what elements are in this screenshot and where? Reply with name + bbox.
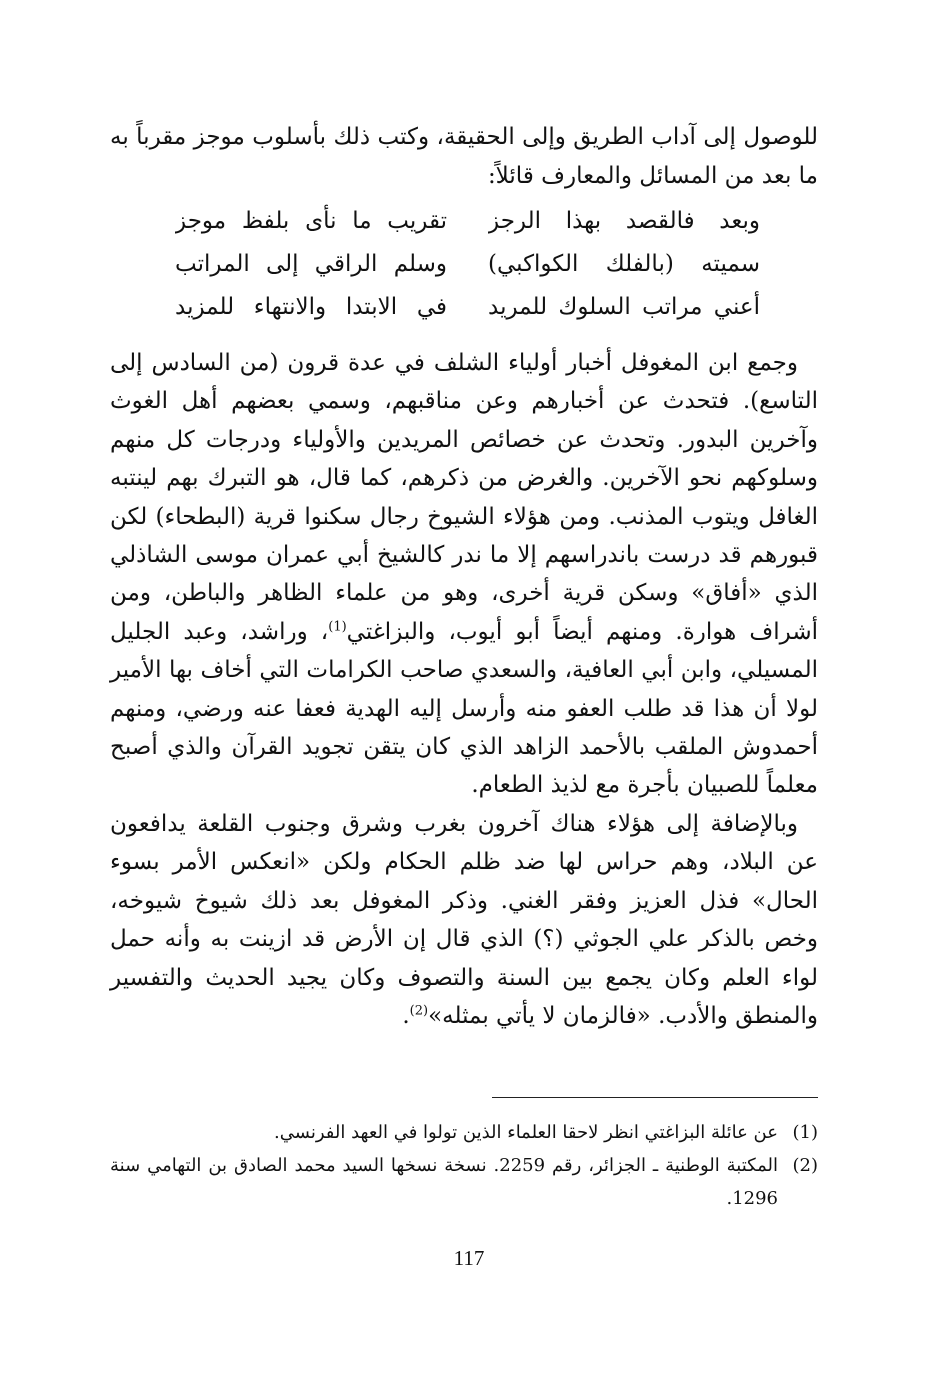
footnote-2 — [110, 1149, 818, 1215]
footnote-divider — [492, 1097, 818, 1098]
verse-first-hemistich: سميته (بالفلك الكواكبي) — [488, 251, 760, 277]
intro-text: للوصول إلى آداب الطريق وإلى الحقيقة، وكتب ذلك بأسلوب موجز مقرباً به ما بعد من المسائل والمعارف قائلاً: — [110, 124, 818, 189]
intro-paragraph — [110, 118, 818, 196]
verse-first-hemistich: أعني مراتب السلوك للمريد — [488, 294, 760, 320]
main-text — [110, 344, 818, 1035]
footnote-text: المكتبة الوطنية ـ الجزائر، رقم 2259. نسخة نسخها السيد محمد الصادق بن التهامي سنة 1296. — [110, 1155, 778, 1209]
body-text-segment: وجمع ابن المغوفل أخبار أولياء الشلف في عدة قرون (من السادس إلى التاسع). فتحدث عن أخبارهم وعن مناقبهم، وسمي بعضهم أهل الغوث وآخرين البدور. وتحدث عن خصائص المريدين والأولياء ودرجات كل منهم وسلوكهم نحو الآخرين. والغرض من ذكرهم، كما قال، هو التبرك بهم لينتبه الغافل ويتوب المذنب. ومن هؤلاء الشيوخ رجال سكنوا قرية (البطحاء) لكن قبورهم قد درست باندراسهم إلا ما ندر كالشيخ أبي عمران موسى الشاذلي الذي «أفاق» وسكن قرية أخرى، وهو من علماء الظاهر والباطن، ومن أشراف هوارة. ومنهم أيضاً أبو أيوب، والبزاغتي — [110, 350, 818, 645]
verse-second-hemistich: وسلم الراقي إلى المراتب — [175, 251, 447, 277]
body-paragraph-1 — [110, 344, 818, 805]
verse-second-hemistich: تقريب ما نأى بلفظ موجز — [175, 208, 447, 234]
footnote-number: (2) — [792, 1155, 818, 1176]
body-text-segment: . — [402, 1002, 410, 1029]
footnote-reference-1: (1) — [328, 619, 347, 635]
footnote-1 — [110, 1116, 818, 1149]
verse-first-hemistich: وبعد فالقصد بهذا الرجز — [488, 208, 760, 234]
footnote-text: عن عائلة البزاغتي انظر لاحقا العلماء الذين تولوا في العهد الفرنسي. — [274, 1122, 778, 1143]
poem-verse — [175, 200, 760, 243]
body-text-segment: وبالإضافة إلى هؤلاء هناك آخرون بغرب وشرق وجنوب القلعة يدافعون عن البلاد، وهم حراس لها ضد ظلم الحكام ولكن «انعكس الأمر بسوء الحال» فذل العزيز وفقر الغني. وذكر المغوفل بعد ذلك شيوخ شيوخه، وخص بالذكر علي الجوثي (؟) الذي قال إن الأرض قد ازينت به وأنه حمل لواء العلم وكان يجمع بين السنة والتصوف وكان يجيد الحديث والتفسير والمنطق والأدب. «فالزمان لا يأتي بمثله» — [110, 810, 818, 1029]
body-paragraph-2 — [110, 805, 818, 1035]
poem-verse — [175, 286, 760, 329]
poem-verse — [175, 243, 760, 286]
page-number: 117 — [453, 1246, 485, 1270]
verse-second-hemistich: في الابتدا والانتهاء للمزيد — [175, 294, 447, 320]
footnote-number: (1) — [792, 1122, 818, 1143]
body-text-segment: ، وراشد، وعبد الجليل المسيلي، وابن أبي العافية، والسعدي صاحب الكرامات التي أخاف بها الأمير لولا أن هذا قد طلب العفو منه وأرسل إليه الهدية فعفا عنه ورضي، ومنهم أحمدوش الملقب بالأحمد الزاهد الذي كان يتقن تجويد القرآن والذي أصبح معلماً للصبيان بأجرة مع لذيذ الطعام. — [110, 618, 818, 799]
footnote-reference-2: (2) — [409, 1003, 429, 1019]
poem-block — [175, 200, 760, 329]
footnotes — [110, 1116, 818, 1215]
